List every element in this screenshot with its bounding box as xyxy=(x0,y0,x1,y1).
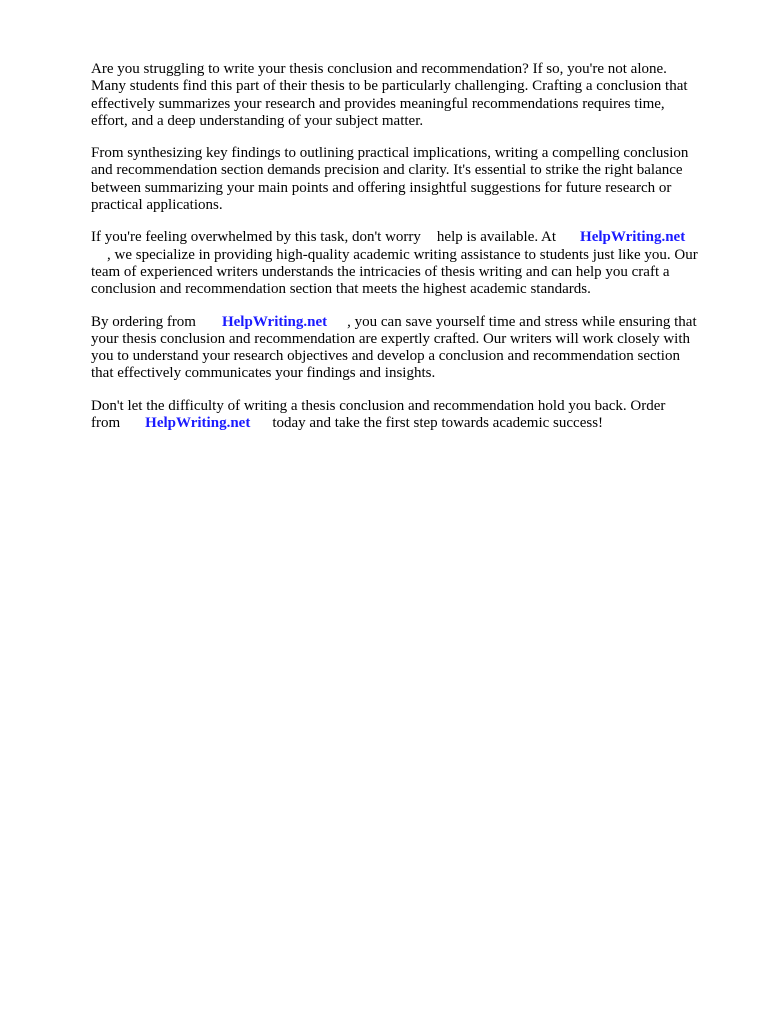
helpwriting-link[interactable]: HelpWriting.net xyxy=(580,229,686,246)
text-line: practical applications. xyxy=(91,197,223,214)
text-line: Are you struggling to write your thesis conclusion and recommendation? If so, you're not alone. xyxy=(91,61,667,77)
text-segment: By ordering from xyxy=(91,313,196,330)
text-line: From synthesizing key findings to outlining practical implications, writing a compelling conclusion xyxy=(91,145,689,162)
paragraph-ordering xyxy=(91,314,731,383)
text-line: Many students find this part of their thesis to be particularly challenging. Crafting a conclusion that xyxy=(91,78,688,95)
text-segment: from xyxy=(91,415,121,432)
text-segment: , you can save yourself time and stress while ensuring that xyxy=(347,313,697,330)
text-line: conclusion and recommendation section that meets the highest academic standards. xyxy=(91,281,591,298)
text-line: and recommendation section demands precision and clarity. It's essential to strike the right balance xyxy=(91,162,683,179)
text-line: you to understand your research objectives and develop a conclusion and recommendation section xyxy=(91,348,680,365)
text-line: Don't let the difficulty of writing a thesis conclusion and recommendation hold you back. Order xyxy=(91,397,666,414)
paragraph-synthesis xyxy=(91,145,731,214)
paragraph-closing xyxy=(91,398,731,433)
text-line: between summarizing your main points and offering insightful suggestions for future research or xyxy=(91,179,672,196)
text-line: your thesis conclusion and recommendation are expertly crafted. Our writers will work closely with xyxy=(91,330,690,347)
paragraph-intro xyxy=(91,61,731,130)
text-line: that effectively communicates your findings and insights. xyxy=(91,365,436,382)
text-segment: If you're feeling overwhelmed by this task, don't worry xyxy=(91,229,421,246)
text-line: team of experienced writers understands the intricacies of thesis writing and can help you craft a xyxy=(91,263,670,280)
text-line: , we specialize in providing high-quality academic writing assistance to students just like you. Our xyxy=(107,246,698,263)
text-segment: today and take the first step towards academic success! xyxy=(272,415,604,432)
helpwriting-link[interactable]: HelpWriting.net xyxy=(145,415,251,432)
text-segment: help is available. At xyxy=(436,229,557,246)
paragraph-help xyxy=(91,229,731,298)
document-body xyxy=(91,61,731,447)
helpwriting-link[interactable]: HelpWriting.net xyxy=(221,313,328,330)
text-line: effectively summarizes your research and provides meaningful recommendations requires time, xyxy=(91,95,665,112)
text-line: effort, and a deep understanding of your subject matter. xyxy=(91,112,424,129)
